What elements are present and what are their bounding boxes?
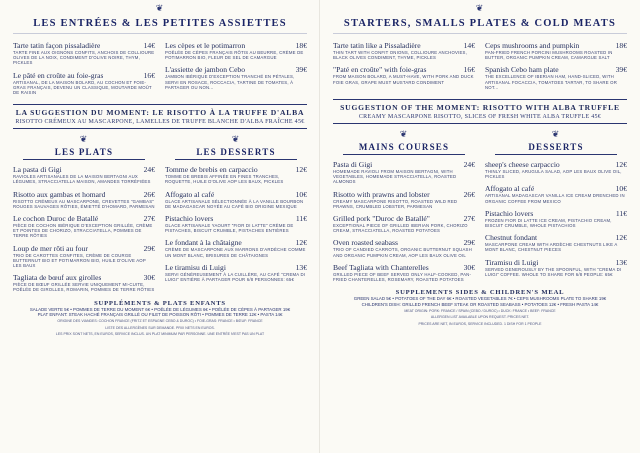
item-price: 10€	[615, 184, 627, 194]
item-name: Tomme de brebis en carpaccio	[165, 165, 258, 175]
item-description: GLACE ARTISANALE SÉLECTIONNÉE À LA VANILLE BOURBON DE MADAGASCAR NOYÉE AU CAFÉ BIO ORIGINE MEXIQUE	[165, 198, 304, 209]
origins-line: LISTE DES ALLERGÈNES SUR DEMANDE. PRIX NETS EN EUROS.	[105, 325, 215, 330]
page-spine	[319, 0, 320, 453]
item-description: GRILLED PIECE OF BEEF SERVED ONLY HALF-COOKED, PAN-FRIED CHANTERELLES, ROSEMARY, ROASTED POTATOES	[333, 271, 472, 283]
item-name: Oven roasted seabass	[333, 238, 398, 248]
item-description: PAN-FRIED FRENCH PORCINI MUSHROOMS ROASTED IN BUTTER, ORGANIC PUMPKIN CREAM, CAMARGUE SALT	[485, 50, 613, 61]
item-description: FROM MAISON BOLARD, A MUST-HAVE, WITH PORK AND DUCK FOIE GRAS, GRAPE MUST MUSTARD CONDIMENT	[333, 74, 474, 85]
item-name: Le fondant à la châtaigne	[165, 238, 242, 248]
item-name: Tagliata de bœuf aux girolles	[13, 273, 102, 283]
item-description: TRIO OF CANDIED CARROTS, ORGANIC BUTTERNUT SQUASH AND ORGANIC PUMPKIN CREAM, AOP LES BAUX OLIVE OIL	[333, 247, 472, 258]
desserts-column	[165, 135, 307, 292]
menu-item	[485, 258, 627, 277]
item-description: SERVI GÉNÉREUSEMENT À LA CUILLÈRE, AU CAFÉ "CREMA DI LUIGI" ENTIÈRE À PARTAGER POUR 6/8 PERSONNES: 65€	[165, 271, 306, 283]
item-description: CREAMY MASCARPONE RISOTTO, ROASTED WILD RED PRAWNS, CRUMBLED LOBSTER, PARMESAN	[333, 198, 458, 209]
supplements-line: SALADE VERTE 5€ • POMMES DE TERRE DU MOMENT 6€ • POÊLÉE DE LÉGUMES 6€ • POÊLÉE DE CÈPES À PARTAGER 19€	[29, 306, 291, 312]
item-description: GLACE ARTISANALE YAOURT "FIOR DI LATTE" CRÈME DE PISTACHES, BISCUIT CRUMBLE, PISTACHES ENTIÈRES	[165, 223, 294, 234]
menu-item	[333, 214, 475, 233]
item-name: L'assiette de jambon Cebo	[165, 65, 246, 75]
menu-item	[165, 214, 307, 233]
menu-item	[165, 65, 307, 90]
item-description: SERVED GENEROUSLY BY THE SPOONFUL, WITH "CREMA DI LUIGI" COFFEE. WHOLE TO SHARE FOR 6/8 PEOPLE: 65€	[485, 266, 622, 277]
item-description: PIÈCE DE BŒUF GRILLÉE SERVIE UNIQUEMENT MI-CUITE, POÊLÉE DE GIROLLES, ROMARIN, POMMES DE TERRE RÔTIES	[13, 282, 155, 293]
item-name: Le cochon Duroc de Batallé	[13, 214, 99, 224]
starters-col-left	[13, 36, 155, 95]
supplements-section	[5, 300, 315, 337]
item-price: 11€	[615, 208, 627, 218]
supplements-line: GREEN SALAD 5€ • POTATOES OF THE DAY 6€ • ROASTED VEGETABLES 7€ • CEPS MUSHROOMS PLATE TO SHARE 19€	[353, 296, 607, 302]
ornament-icon: ❦	[475, 3, 485, 13]
item-price: 13€	[295, 262, 307, 272]
menu-item	[485, 41, 627, 60]
item-name: Affogato al café	[485, 184, 535, 194]
item-description: TOMME DE BREBIS AFFINÉE EN FINES TRANCHES, ROQUETTE, HUILE D'OLIVE AOP LES BAUX, PICKLES	[165, 174, 284, 185]
origins-line: ALLERGEN LIST AVAILABLE UPON REQUEST. PRICES NET.	[430, 315, 530, 320]
item-price: 18€	[615, 41, 627, 50]
menu-item	[333, 263, 475, 282]
menu-page-english	[325, 4, 635, 451]
menu-item	[485, 209, 627, 228]
menu-item	[333, 160, 475, 185]
item-price: 26€	[463, 189, 475, 199]
item-price: 14€	[463, 41, 475, 50]
item-price: 30€	[463, 262, 475, 272]
item-description: PIÈCE DE COCHON IBÉRIQUE D'EXCEPTION GRILLÉE, CRÈME ET POINTES DE CHORIZO, STRACCIATELLA, POMMES DE TERRE RÔTIES	[13, 223, 153, 239]
menu-item	[165, 263, 307, 282]
mains-column	[13, 135, 155, 292]
suggestion-description: RISOTTO CRÉMEUX AU MASCARPONE, LAMELLES DE TRUFFE BLANCHE D'ALBA FRAÎCHE 45€	[15, 119, 305, 126]
supplements-line: PLAT ENFANT: STEAK HACHÉ FRANÇAIS GRILLÉ OU FILET DE POISSON RÔTI • POMMES DE TERRE 12€ • PASTA 14€	[37, 312, 283, 318]
item-price: 27€	[463, 214, 475, 224]
suggestion-description: CREAMY MASCARPONE RISOTTO, SLICES OF FRESH WHITE ALBA TRUFFLE 45€	[358, 114, 602, 121]
menu-item	[13, 214, 155, 239]
item-price: 16€	[463, 65, 475, 75]
item-description: TARTE FINE AUX OIGNONS CONFITS, ANCHOIS DE COLLIOURE OLIVES DE LA NOIX, CONDIMENT D'OLIVE NOIRE, THYM, PICKLES	[13, 50, 155, 66]
mains-title: MAINS COURSES	[358, 142, 450, 153]
menu-item	[485, 160, 627, 179]
desserts-header	[165, 147, 307, 157]
item-description: MASCARPONE CREAM WITH ARDÈCHE CHESTNUTS LIKE A MONT BLANC, CHESTNUT PIECES	[485, 242, 618, 253]
origins-line: ORIGINE DES VIANDES: COCHON FRANCE (FRITZ ET ESPAGNE CEBO & DUROC) • FOIE-GRAS: FRANCE • BŒUF: FRANCE	[57, 319, 263, 324]
item-price: 18€	[295, 41, 307, 50]
item-description: THIN TART WITH CONFIT ONIONS, COLLIOURE ANCHOVIES, BLACK OLIVES CONDIMENT, THYME, PICKLES	[333, 50, 467, 61]
divider	[333, 33, 627, 34]
mains-desserts-columns	[5, 135, 315, 292]
menu-item	[485, 233, 627, 252]
item-name: Risotto aux gambas et homard	[13, 189, 106, 199]
item-price: 12€	[615, 233, 627, 243]
origins-line: MEAT ORIGIN: PORK: FRANCE / SPAIN (CEBO / DUROC) • DUCK: FRANCE • BEEF: FRANCE	[404, 309, 556, 314]
menu-item	[333, 238, 475, 257]
item-name: Ceps mushrooms and pumpkin	[485, 41, 580, 50]
item-price: 14€	[143, 41, 155, 50]
starters-col-left	[333, 36, 475, 90]
item-name: Pistachio lovers	[165, 214, 214, 224]
supplements-title: SUPPLEMENTS SIDES & CHILDREN'S MEAL	[395, 289, 565, 297]
item-price: 10€	[295, 189, 307, 199]
starters-col-right	[485, 36, 627, 90]
item-price: 12€	[295, 238, 307, 248]
suggestion-title: SUGGESTION OF THE MOMENT: RISOTTO WITH ALBA TRUFFLE	[340, 103, 620, 113]
item-price: 24€	[143, 165, 155, 175]
item-description: TRIO DE CAROTTES CONFITES, CRÈME DE COURGE BUTTERNUT BIO ET POTIMARRON BIO, HUILE D'OLIVE AOP LES BAUX	[13, 252, 146, 269]
ornament-icon: ❦	[155, 3, 165, 13]
item-name: Le tiramisu di Luigi	[165, 262, 226, 272]
suggestion-title: LA SUGGESTION DU MOMENT: LE RISOTTO À LA TRUFFE D'ALBA	[15, 108, 305, 118]
item-name: "Paté en croûte" with foie-gras	[333, 65, 427, 75]
menu-item	[333, 41, 475, 60]
ornament-icon: ❦	[79, 134, 89, 145]
item-price: 27€	[143, 214, 155, 224]
item-name: Beef Tagliata with Chanterelles	[333, 262, 429, 272]
mains-header	[333, 142, 475, 152]
menu-item	[13, 165, 155, 184]
item-description: JAMBON IBÉRIQUE D'EXCEPTION TRANCHÉ EN PÉTALES, SERVI EN ROSACE, ROCCACIA, TARTINE DE TOMATES, À PARTAGER OU NON...	[165, 74, 295, 90]
item-description: POÊLÉE DE CÈPES FRANÇAIS RÔTIS AU BEURRE, CRÈME DE POTIMARRON BIO, FLEUR DE SEL DE CAMARGUE	[165, 50, 304, 61]
mains-header	[13, 147, 155, 157]
item-name: Chestnut fondant	[485, 233, 538, 243]
suggestion-box	[333, 99, 627, 124]
item-price: 16€	[143, 70, 155, 80]
item-name: Affogato al café	[165, 189, 215, 199]
item-description: EXCEPTIONAL PIECE OF GRILLED IBERIAN PORK, CHORIZO CREAM, STRACCIATELLA, ROASTED POTATOES	[333, 223, 468, 234]
supplements-section	[325, 289, 635, 326]
item-description: RISOTTO CRÉMEUX AU MASCARPONE, CREVETTES "GAMBAS" ROUGES SAUVAGES RÔTIES, ÉMIETTÉ D'HOMARD, PARMESAN	[13, 198, 155, 209]
ornament-icon: ❦	[551, 129, 561, 140]
item-price: 30€	[143, 273, 155, 283]
mains-desserts-columns	[325, 130, 635, 282]
item-name: La pasta di Gigi	[13, 165, 62, 175]
menu-item	[13, 244, 155, 269]
item-description: ARTISANAL MADAGASCAR VANILLA ICE CREAM DRENCHED IN ORGANIC COFFEE FROM MEXICO	[485, 193, 625, 204]
item-name: Le pâté en croûte au foie-gras	[13, 70, 104, 80]
section-header-starters	[325, 18, 635, 29]
item-name: Tarte tatin façon pissaladière	[13, 41, 101, 50]
item-price: 39€	[295, 65, 307, 75]
item-price: 39€	[615, 65, 627, 75]
item-description: THINLY SLICED, ARUGULA SALAD, AOP LES BAUX OLIVE OIL, PICKLES	[485, 169, 622, 180]
suggestion-box	[13, 104, 307, 129]
item-price: 29€	[463, 238, 475, 248]
mains-title: LES PLATS	[54, 147, 114, 158]
menu-item	[485, 65, 627, 90]
starters-col-right	[165, 36, 307, 95]
item-name: Loup de mer rôti au four	[13, 243, 88, 253]
desserts-title: LES DESSERTS	[196, 147, 276, 158]
item-name: Les cèpes et le potimarron	[165, 41, 246, 50]
divider	[343, 154, 465, 155]
section-title-starters: STARTERS, SMALLS PLATES & COLD MEATS	[343, 18, 617, 29]
item-price: 12€	[615, 160, 627, 170]
item-description: THE EXCELLENCE OF IBERIAN HAM, HAND-SLICED, WITH ARTISANAL FOCACCIA, TOMATOES TARTAR, TO SHARE OR NOT...	[485, 74, 618, 90]
item-price: 12€	[295, 165, 307, 175]
item-name: Spanish Cebo ham plate	[485, 65, 559, 75]
desserts-title: DESSERTS	[528, 142, 584, 153]
item-price: 29€	[143, 243, 155, 253]
item-description: ARTISANAL, DE LA MAISON BOLARD, AU COCHON ET FOIE-GRAS FRANÇAIS, DEVENU UN CLASSIQUE, MOUTARDE MOÛT DE RAISIN	[13, 79, 152, 96]
menu-item	[165, 41, 307, 60]
item-name: Pasta di Gigi	[333, 160, 373, 170]
item-name: sheep's cheese carpaccio	[485, 160, 560, 170]
item-price: 13€	[615, 257, 627, 267]
origins-line: PRICES ARE NET, IN EUROS, SERVICE INCLUDED. 1 DISH FOR 1 PEOPLE	[418, 321, 542, 326]
section-title-starters: LES ENTRÉES & LES PETITES ASSIETTES	[33, 18, 287, 29]
supplements-title: SUPPLÉMENTS & PLATS ENFANTS	[94, 299, 226, 307]
menu-item	[13, 71, 155, 96]
origins-line: LES PRIX SONT NETS, EN EUROS, SERVICE INCLUS. UN PLAT MINIMUM PAR PERSONNE. UNE ENTRÉE N'EST PAS UN PLAT	[55, 332, 265, 337]
item-name: Pistachio lovers	[485, 208, 534, 218]
menu-item	[13, 273, 155, 292]
divider	[13, 33, 307, 34]
menu-item	[165, 190, 307, 209]
item-price: 11€	[295, 214, 307, 224]
menu-item	[13, 41, 155, 66]
menu-item	[165, 165, 307, 184]
ornament-icon: ❦	[231, 134, 241, 145]
menu-page-french	[5, 4, 315, 451]
item-description: HOMEMADE RAVIOLI FROM MAISON BERTAGNI, WITH VEGETABLES, HOMEMADE STRACCIATELLA, ROASTED ALMONDS	[333, 169, 457, 185]
menu-item	[333, 65, 475, 84]
ornament-icon: ❦	[399, 129, 409, 140]
divider	[175, 159, 297, 160]
supplements-line: CHILDREN'S DISH: GRILLED FRENCH BEEF STEAK OR ROASTED SEABASS • POTATOES 12€ • FRESH PASTA 14€	[361, 301, 599, 307]
section-header-starters	[5, 18, 315, 29]
starters-columns	[5, 36, 315, 95]
desserts-column	[485, 130, 627, 282]
item-price: 24€	[463, 160, 475, 170]
item-description: FROZEN FIOR DI LATTE ICE CREAM, PISTACHIO CREAM, BISCUIT CRUMBLE, WHOLE PISTACHIOS	[485, 217, 612, 229]
mains-column	[333, 130, 475, 282]
item-description: CRÈME DE MASCARPONE AUX MARRONS D'ARDÈCHE COMME UN MONT BLANC, BRISURES DE CHÂTAIGNES	[165, 247, 306, 258]
item-description: RAVIOLES ARTISANALES DE LA MAISON BERTAGNI AUX LÉGUMES, STRACCIATELLA MAISON, AMANDES TORRÉFIÉES	[13, 174, 151, 185]
item-price: 26€	[143, 189, 155, 199]
divider	[495, 154, 617, 155]
menu-item	[485, 184, 627, 203]
item-name: Grilled pork "Duroc de Batallé"	[333, 214, 430, 224]
menu-item	[13, 190, 155, 209]
item-name: Tarte tatin like a Pissaladière	[333, 41, 421, 50]
item-name: Risotto with prawns and lobster	[333, 189, 430, 199]
menu-item	[333, 190, 475, 209]
divider	[23, 159, 145, 160]
item-name: Tiramisu di Luigi	[485, 257, 539, 267]
starters-columns	[325, 36, 635, 90]
menu-item	[165, 238, 307, 257]
desserts-header	[485, 142, 627, 152]
